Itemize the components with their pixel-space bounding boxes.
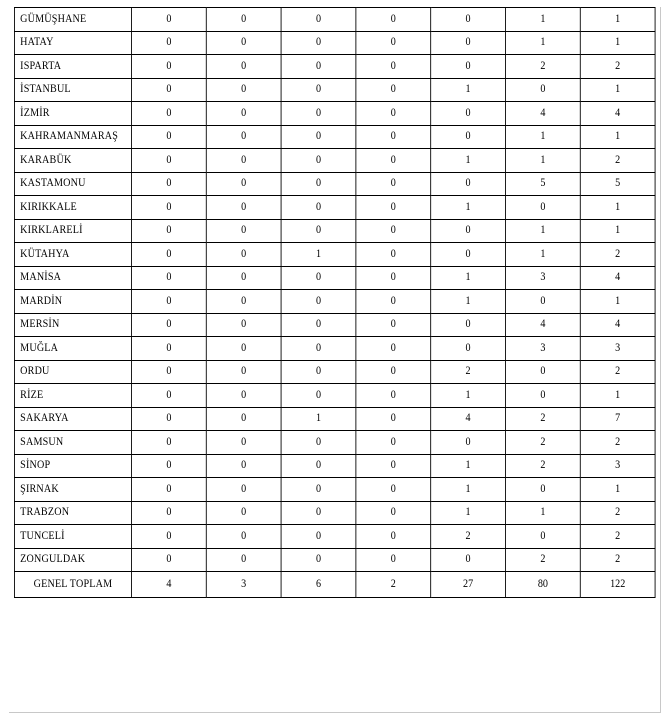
value-cell: 0 (281, 125, 356, 149)
table-row (14, 8, 655, 32)
value-cell: 0 (356, 501, 431, 525)
value-cell: 0 (356, 243, 431, 267)
total-value-cell: 80 (505, 572, 580, 598)
total-value-cell: 27 (431, 572, 506, 598)
total-value-cell: 4 (131, 572, 206, 598)
value-cell: 0 (356, 454, 431, 478)
value-cell: 0 (505, 478, 580, 502)
value-cell: 0 (505, 525, 580, 549)
value-cell: 0 (281, 55, 356, 79)
province-name-cell: HATAY (14, 31, 131, 55)
value-cell: 0 (356, 125, 431, 149)
value-cell: 0 (131, 102, 206, 126)
value-cell: 0 (131, 125, 206, 149)
province-name-cell: TUNCELİ (14, 525, 131, 549)
value-cell: 0 (431, 125, 506, 149)
value-cell: 0 (431, 548, 506, 572)
value-cell: 0 (281, 149, 356, 173)
value-cell: 0 (131, 525, 206, 549)
value-cell: 3 (580, 454, 655, 478)
value-cell: 0 (206, 55, 281, 79)
value-cell: 0 (356, 478, 431, 502)
value-cell: 4 (580, 102, 655, 126)
value-cell: 7 (580, 407, 655, 431)
value-cell: 1 (431, 478, 506, 502)
value-cell: 0 (356, 31, 431, 55)
value-cell: 1 (505, 125, 580, 149)
value-cell: 2 (505, 548, 580, 572)
value-cell: 0 (131, 266, 206, 290)
value-cell: 0 (131, 478, 206, 502)
value-cell: 0 (131, 337, 206, 361)
value-cell: 5 (505, 172, 580, 196)
value-cell: 0 (431, 431, 506, 455)
value-cell: 2 (580, 431, 655, 455)
value-cell: 2 (505, 454, 580, 478)
value-cell: 0 (131, 55, 206, 79)
value-cell: 0 (431, 219, 506, 243)
value-cell: 1 (505, 219, 580, 243)
value-cell: 0 (356, 525, 431, 549)
total-label-cell: GENEL TOPLAM (14, 572, 131, 598)
value-cell: 0 (206, 149, 281, 173)
value-cell: 0 (356, 78, 431, 102)
value-cell: 0 (206, 384, 281, 408)
value-cell: 1 (431, 266, 506, 290)
value-cell: 0 (281, 525, 356, 549)
value-cell: 0 (131, 360, 206, 384)
value-cell: 0 (206, 8, 281, 32)
value-cell: 0 (206, 407, 281, 431)
value-cell: 0 (281, 384, 356, 408)
value-cell: 1 (580, 384, 655, 408)
value-cell: 0 (281, 548, 356, 572)
value-cell: 1 (431, 384, 506, 408)
value-cell: 0 (206, 196, 281, 220)
table-body (14, 8, 655, 598)
value-cell: 4 (580, 266, 655, 290)
table-row (14, 266, 655, 290)
value-cell: 0 (131, 243, 206, 267)
table-row (14, 196, 655, 220)
value-cell: 2 (580, 501, 655, 525)
table-row (14, 431, 655, 455)
table-row (14, 31, 655, 55)
province-name-cell: KIRIKKALE (14, 196, 131, 220)
value-cell: 1 (580, 125, 655, 149)
value-cell: 2 (505, 407, 580, 431)
value-cell: 0 (356, 548, 431, 572)
value-cell: 0 (206, 454, 281, 478)
province-name-cell: KIRKLARELİ (14, 219, 131, 243)
value-cell: 0 (431, 313, 506, 337)
value-cell: 0 (356, 219, 431, 243)
value-cell: 1 (431, 454, 506, 478)
value-cell: 1 (281, 243, 356, 267)
value-cell: 0 (356, 266, 431, 290)
value-cell: 0 (206, 548, 281, 572)
province-name-cell: ISPARTA (14, 55, 131, 79)
value-cell: 0 (356, 407, 431, 431)
province-name-cell: RİZE (14, 384, 131, 408)
value-cell: 0 (356, 196, 431, 220)
value-cell: 3 (505, 266, 580, 290)
value-cell: 0 (505, 384, 580, 408)
value-cell: 0 (206, 102, 281, 126)
value-cell: 1 (505, 243, 580, 267)
value-cell: 0 (431, 243, 506, 267)
value-cell: 0 (131, 431, 206, 455)
table-row (14, 172, 655, 196)
value-cell: 0 (281, 196, 356, 220)
province-name-cell: MUĞLA (14, 337, 131, 361)
province-table (14, 7, 656, 598)
table-row (14, 102, 655, 126)
value-cell: 0 (206, 219, 281, 243)
table-row (14, 525, 655, 549)
value-cell: 2 (580, 243, 655, 267)
value-cell: 0 (281, 431, 356, 455)
province-name-cell: ORDU (14, 360, 131, 384)
value-cell: 0 (356, 149, 431, 173)
table-row (14, 360, 655, 384)
value-cell: 0 (206, 501, 281, 525)
value-cell: 1 (580, 31, 655, 55)
value-cell: 3 (505, 337, 580, 361)
value-cell: 0 (131, 313, 206, 337)
value-cell: 0 (131, 454, 206, 478)
value-cell: 0 (206, 431, 281, 455)
value-cell: 0 (206, 125, 281, 149)
value-cell: 0 (431, 31, 506, 55)
value-cell: 0 (131, 219, 206, 243)
value-cell: 1 (431, 501, 506, 525)
value-cell: 4 (505, 313, 580, 337)
value-cell: 0 (281, 172, 356, 196)
province-name-cell: MERSİN (14, 313, 131, 337)
value-cell: 0 (131, 290, 206, 314)
value-cell: 4 (580, 313, 655, 337)
value-cell: 0 (281, 266, 356, 290)
value-cell: 0 (131, 407, 206, 431)
table-row (14, 337, 655, 361)
table-row (14, 454, 655, 478)
table-row (14, 149, 655, 173)
value-cell: 2 (431, 360, 506, 384)
value-cell: 2 (580, 548, 655, 572)
value-cell: 0 (206, 266, 281, 290)
value-cell: 0 (131, 548, 206, 572)
value-cell: 0 (356, 337, 431, 361)
value-cell: 2 (505, 55, 580, 79)
value-cell: 2 (431, 525, 506, 549)
value-cell: 1 (580, 196, 655, 220)
table-row (14, 243, 655, 267)
value-cell: 4 (505, 102, 580, 126)
value-cell: 0 (131, 501, 206, 525)
value-cell: 0 (131, 149, 206, 173)
value-cell: 1 (505, 8, 580, 32)
value-cell: 1 (505, 149, 580, 173)
value-cell: 0 (281, 219, 356, 243)
value-cell: 0 (356, 55, 431, 79)
value-cell: 0 (431, 8, 506, 32)
value-cell: 0 (281, 78, 356, 102)
value-cell: 0 (431, 55, 506, 79)
province-name-cell: SAMSUN (14, 431, 131, 455)
value-cell: 1 (431, 149, 506, 173)
value-cell: 0 (206, 313, 281, 337)
value-cell: 2 (580, 149, 655, 173)
table-row (14, 501, 655, 525)
value-cell: 0 (281, 501, 356, 525)
value-cell: 1 (281, 407, 356, 431)
total-value-cell: 3 (206, 572, 281, 598)
value-cell: 1 (580, 8, 655, 32)
table-row (14, 478, 655, 502)
value-cell: 0 (281, 454, 356, 478)
value-cell: 4 (431, 407, 506, 431)
value-cell: 0 (356, 431, 431, 455)
value-cell: 0 (206, 290, 281, 314)
province-name-cell: ZONGULDAK (14, 548, 131, 572)
value-cell: 1 (580, 478, 655, 502)
value-cell: 0 (206, 337, 281, 361)
table-row (14, 290, 655, 314)
value-cell: 0 (206, 478, 281, 502)
province-name-cell: KASTAMONU (14, 172, 131, 196)
value-cell: 0 (505, 360, 580, 384)
value-cell: 0 (131, 172, 206, 196)
table-row (14, 384, 655, 408)
table-row (14, 407, 655, 431)
value-cell: 1 (431, 290, 506, 314)
value-cell: 0 (281, 290, 356, 314)
value-cell: 0 (505, 196, 580, 220)
value-cell: 0 (281, 337, 356, 361)
value-cell: 2 (580, 525, 655, 549)
value-cell: 0 (431, 102, 506, 126)
table-row (14, 78, 655, 102)
total-value-cell: 6 (281, 572, 356, 598)
value-cell: 0 (206, 525, 281, 549)
province-name-cell: TRABZON (14, 501, 131, 525)
value-cell: 0 (505, 78, 580, 102)
table-row (14, 313, 655, 337)
value-cell: 0 (131, 384, 206, 408)
table-row (14, 55, 655, 79)
value-cell: 1 (431, 78, 506, 102)
province-name-cell: İSTANBUL (14, 78, 131, 102)
value-cell: 2 (580, 55, 655, 79)
table-row (14, 125, 655, 149)
value-cell: 0 (281, 478, 356, 502)
value-cell: 0 (356, 313, 431, 337)
table-row (14, 219, 655, 243)
value-cell: 0 (206, 31, 281, 55)
value-cell: 5 (580, 172, 655, 196)
value-cell: 3 (580, 337, 655, 361)
value-cell: 0 (281, 102, 356, 126)
province-name-cell: ŞIRNAK (14, 478, 131, 502)
province-name-cell: MARDİN (14, 290, 131, 314)
value-cell: 1 (580, 78, 655, 102)
value-cell: 1 (431, 196, 506, 220)
value-cell: 0 (431, 172, 506, 196)
value-cell: 0 (206, 243, 281, 267)
value-cell: 0 (281, 313, 356, 337)
value-cell: 0 (356, 8, 431, 32)
value-cell: 1 (505, 501, 580, 525)
value-cell: 0 (131, 196, 206, 220)
value-cell: 0 (356, 172, 431, 196)
value-cell: 0 (131, 31, 206, 55)
total-value-cell: 122 (580, 572, 655, 598)
value-cell: 0 (431, 337, 506, 361)
province-name-cell: İZMİR (14, 102, 131, 126)
province-name-cell: KARABÜK (14, 149, 131, 173)
total-value-cell: 2 (356, 572, 431, 598)
table-row (14, 548, 655, 572)
value-cell: 1 (505, 31, 580, 55)
value-cell: 0 (356, 290, 431, 314)
province-name-cell: SAKARYA (14, 407, 131, 431)
value-cell: 0 (281, 31, 356, 55)
value-cell: 0 (356, 384, 431, 408)
value-cell: 2 (580, 360, 655, 384)
province-name-cell: MANİSA (14, 266, 131, 290)
value-cell: 0 (281, 8, 356, 32)
value-cell: 0 (131, 78, 206, 102)
value-cell: 0 (281, 360, 356, 384)
value-cell: 2 (505, 431, 580, 455)
value-cell: 1 (580, 290, 655, 314)
value-cell: 0 (356, 102, 431, 126)
value-cell: 0 (206, 172, 281, 196)
total-row (14, 572, 655, 598)
value-cell: 0 (505, 290, 580, 314)
value-cell: 0 (356, 360, 431, 384)
value-cell: 0 (131, 8, 206, 32)
province-name-cell: GÜMÜŞHANE (14, 8, 131, 32)
value-cell: 0 (206, 78, 281, 102)
value-cell: 0 (206, 360, 281, 384)
province-name-cell: SİNOP (14, 454, 131, 478)
value-cell: 1 (580, 219, 655, 243)
province-name-cell: KAHRAMANMARAŞ (14, 125, 131, 149)
province-name-cell: KÜTAHYA (14, 243, 131, 267)
